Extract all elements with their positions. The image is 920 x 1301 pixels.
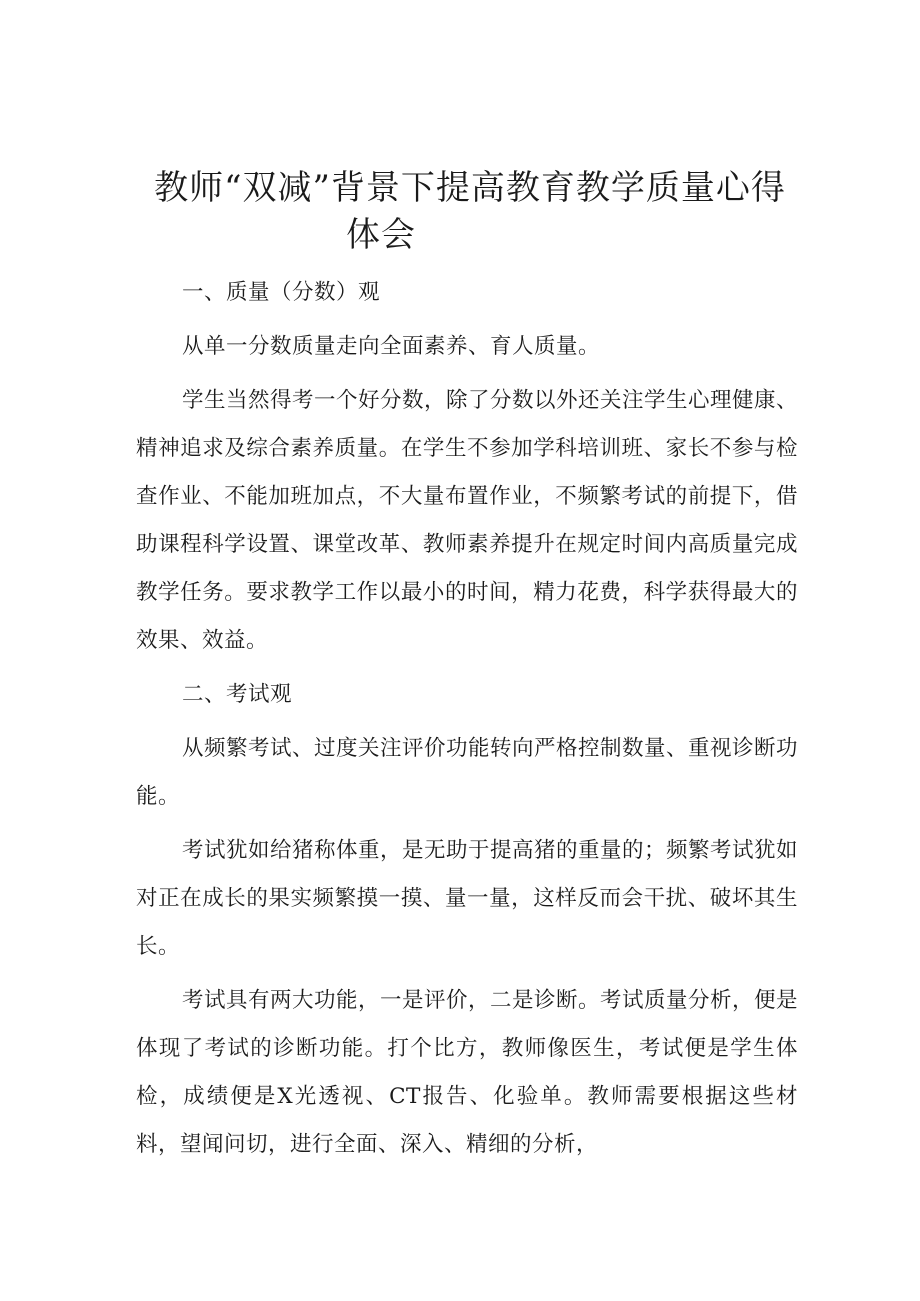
document-body	[136, 265, 798, 1169]
paragraph: 从单一分数质量走向全面素养、育人质量。	[182, 334, 601, 359]
paragraph: 考试具有两大功能，一是评价，二是诊断。考试质量分析，便是体现了考试的诊断功能。打个比方，教师像医生，考试便是学生体检，成绩便是X光透视、CT报告、化验单。教师需要根据这些材料，望闻问切，进行全面、深入、精细的分析，	[136, 988, 799, 1157]
paragraph: 学生当然得考一个好分数，除了分数以外还关注学生心理健康、精神追求及综合素养质量。在学生不参加学科培训班、家长不参与检查作业、不能加班加点，不大量布置作业，不频繁考试的前提下，借助课程科学设置、课堂改革、教师素养提升在规定时间内高质量完成教学任务。要求教学工作以最小的时间，精力花费，科学获得最大的效果、效益。	[136, 388, 799, 653]
section-heading-quality: 一、质量（分数）观	[182, 280, 381, 305]
section-heading-exam: 二、考试观	[182, 682, 293, 707]
paragraph: 考试犹如给猪称体重，是无助于提高猪的重量的；频繁考试犹如对正在成长的果实频繁摸一摸、量一量，这样反而会干扰、破坏其生长。	[136, 838, 799, 959]
document-title-line-2: 体会	[346, 215, 416, 255]
document-title-line-1: 教师“双减”背景下提高教育教学质量心得	[154, 168, 786, 208]
paragraph: 从频繁考试、过度关注评价功能转向严格控制数量、重视诊断功能。	[136, 736, 799, 809]
